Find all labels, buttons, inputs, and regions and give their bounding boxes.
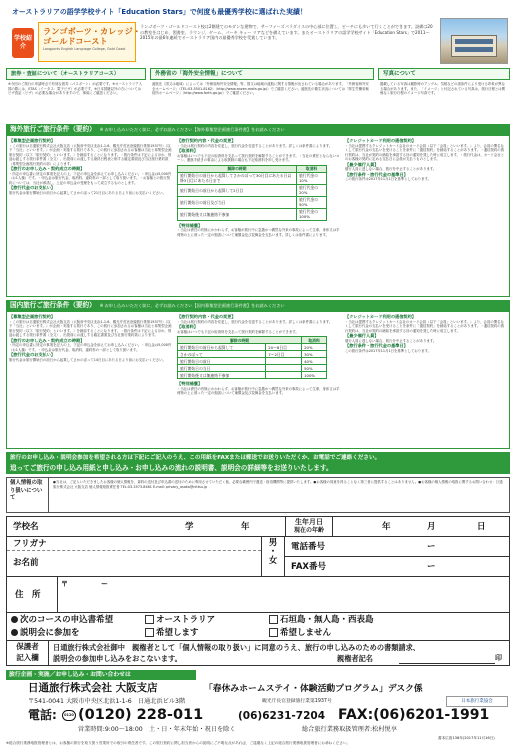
fee-cell: 旅行開始日の前日及び当日: [178, 196, 297, 208]
overseas-c1-h0: 【募集型企画旅行契約】: [9, 138, 56, 143]
table-row: [178, 372, 327, 379]
overseas-header: [6, 124, 510, 135]
domestic-fee-th-fee: 取消料: [302, 337, 327, 344]
domestic-col3: [345, 314, 507, 446]
overseas-c2-t0: ・当社は旅行契約の内容を変更し、旅行代金を変更することがあります。詳しくは条件書によります。: [177, 143, 333, 148]
domestic-c1-t1: ・所定の申込書に所定の事項を記入の上、下記の申込金を添えてお申し込みください。・申込金は5,000円（お1人様）です。・申込金は旅行代金、取消料、違約料の一部として取り扱います。: [9, 343, 172, 352]
school-name-en: Langports English Language College, Gold Coast: [43, 47, 126, 51]
course-label: 次のコースの申込書希望: [20, 615, 114, 625]
guardian-label1: 保護者: [16, 642, 39, 651]
dob-day: 日: [477, 522, 486, 532]
fee-cell: 旅行代金の100%: [297, 208, 327, 220]
course-opt2-label: 石垣島・無人島・西表島: [280, 615, 374, 625]
form-row-name: [7, 537, 509, 577]
fax-sep: ー: [427, 562, 436, 572]
domestic-fee-table: [177, 336, 327, 379]
domestic-c3-t0: ・当社は提携するクレジットカード会社のカード会員（以下「会員」といいます。）より、会員の署名なくして旅行代金の支払いを受けることを条件に「通信契約」を締結することがあります。・通信契約の旅行契約は、当社が契約の締結を承諾する旨の通知を発した時に成立します。: [345, 319, 505, 333]
overseas-conditions: [6, 135, 510, 297]
seminar-opt1-label: 希望します: [156, 628, 199, 638]
fee-cell: さかのぼって: [178, 351, 266, 358]
course-opt-australia[interactable]: [145, 614, 215, 626]
domestic-c3-h0: 【クレジットカード利用の通信契約】: [345, 314, 416, 319]
dob-sub: 現在の年齢: [293, 527, 324, 534]
overseas-c1-t0: ・この旅行は日通旅行株式会社大阪支店（大阪府中央区北浜1-1-6、観光庁長官登録旅行業第1937号）（以下「当社」といいます。）が企画・実施する旅行であり、この旅行に参加されるお客様は当社と募集型企画旅行契約（以下「旅行契約」といいます。）を締結することになります。・旅行条件は下記によるほか、別途お渡しする旅行条件書（全文）、出発前にお渡しする最終日程表と称する確定書面及び当社旅行業約款（募集型企画旅行契約の部）によります。: [9, 143, 172, 166]
checkbox-seminar-no[interactable]: [269, 628, 278, 637]
overseas-c2-h1: 【取消料】: [177, 148, 198, 153]
school-name-line2: ゴールドコースト: [43, 36, 108, 46]
overseas-fee-th-fee: 取消料: [297, 165, 327, 172]
postal-sep: ー: [101, 580, 108, 588]
furigana-input[interactable]: [63, 538, 259, 550]
checkbox-okinawa[interactable]: [269, 615, 278, 624]
domestic-header-title: 国内旅行ご旅行条件（要約）: [10, 301, 96, 309]
footer-tel1[interactable]: (0120) 228-011: [78, 707, 204, 723]
table-row: [178, 196, 327, 208]
notice-line1: 旅行のお申し込み・説明会参加を希望される方は下記にご記入のうえ、この用紙をFAXまたは郵送でお送りいただくか、お電話でご連絡ください。: [10, 455, 381, 461]
footer-program: 「春休みホームステイ・体験活動プログラム」デスク係: [204, 684, 423, 694]
overseas-fee-th-period: 解除の時期: [178, 165, 297, 172]
seminar-opt2-label: 希望しません: [280, 628, 332, 638]
overseas-c2-h0: 【旅行契約内容・代金の変更】: [177, 138, 236, 143]
grade-input[interactable]: [201, 518, 231, 535]
fee-cell: 旅行開始日の前日から起算して: [178, 344, 266, 351]
footer-tel2[interactable]: (06)6231-7204: [238, 710, 326, 722]
seminar-label-row: [11, 627, 80, 639]
gender-female[interactable]: 女: [268, 556, 278, 566]
course-label-row: [11, 614, 113, 626]
dob-month: 月: [427, 522, 436, 532]
info-photo-body: 掲載している写真は撮影時のアングル、気候などの諸条件により受ける印象が異なる場合があります。また、「イメージ」と付記されている写真は、旅行日程とは関係なく旅行行程のイメージ写真です。: [380, 82, 506, 95]
course-opt-okinawa[interactable]: [269, 614, 374, 626]
overseas-c2-t1: お客様はいつでも下記の取消料を支払って旅行契約を解除することができます。・当社の責任とならないローン、運航手続きの事由による取扱除の場合も下記取消料を申し受けます。: [177, 153, 340, 162]
fee-cell: 50%: [302, 365, 327, 372]
overseas-c3-t0: ・当社は提携するクレジットカード会社のカード会員（以下「会員」といいます。）より、会員の署名なくして旅行代金の支払いを受けることを条件に「通信契約」を締結することがあります。・通信契約の旅行契約は、当社が契約の締結を承諾する旨の通知を発した時に成立します。・旅行代金は、カード会社とのお客様の契約に定める支払日に会員が支払うものとします。: [345, 143, 505, 161]
phone-input[interactable]: [337, 538, 507, 555]
overseas-header-title: 海外旅行ご旅行条件（要約）: [10, 125, 96, 133]
school-input[interactable]: [57, 518, 167, 535]
fee-cell: 20%: [302, 344, 327, 351]
free-dial-icon: 0120: [62, 710, 76, 721]
seal-mark: 印: [495, 654, 502, 662]
overseas-c2-t2: ・当社は責任の有無にかかわらず、お客様が旅行中に急激かつ偶然な外来の事故によって生命、身体又は手荷物の上に被った一定の損害について補償金及び見舞金を支払います。詳しくは条件書によります。: [177, 228, 340, 237]
info-safety-title: 外務省の「海外安全情報」について: [150, 68, 374, 80]
gender-male[interactable]: 男: [268, 538, 278, 548]
overseas-col1: [9, 138, 173, 294]
gender-box: [261, 537, 285, 577]
domestic-c3-h1: 【最少催行人員】: [345, 333, 379, 338]
table-row: [178, 351, 327, 358]
application-notice: [6, 452, 510, 474]
domestic-c2-t1: お客様はいつでも下記の取消料を支払って旅行契約を解除することができます。: [177, 329, 299, 334]
domestic-c1-h1: 【旅行のお申し込み・契約成立の時期】: [9, 337, 85, 343]
domestic-conditions: [6, 311, 510, 449]
domestic-c2-h2: 【特別補償】: [177, 381, 203, 386]
seminar-opt-no[interactable]: [269, 627, 331, 639]
fee-cell: [266, 372, 302, 379]
footer-address: 〒541-0041 大阪市中央区北浜1-1-6 日通北浜ビル3階: [28, 698, 186, 705]
postal-mark: 〒: [61, 580, 68, 588]
overseas-fee-table: [177, 165, 327, 221]
domestic-c3-t1: 催行人員に達しない場合、旅行を中止することがあります。: [345, 338, 437, 343]
checkbox-australia[interactable]: [145, 615, 154, 624]
fee-cell: 7〜2日目: [266, 351, 302, 358]
guardian-sign-input[interactable]: [399, 653, 495, 664]
grade-label: 学: [185, 522, 194, 532]
footer-tel-label: 電話:: [28, 708, 57, 722]
fee-cell: 20〜8日目: [266, 344, 302, 351]
furigana-label: フリガナ: [13, 539, 47, 549]
fee-cell: 旅行開始日の当日: [178, 365, 266, 372]
seminar-opt-yes[interactable]: [145, 627, 199, 639]
overseas-c3-h0: 【クレジットカード利用の通信契約】: [345, 138, 416, 143]
dob-label: 生年月日: [295, 518, 323, 526]
fee-cell: 旅行代金の50%: [297, 196, 327, 208]
guardian-sign-label: 親権者記名: [337, 654, 373, 663]
fee-cell: 100%: [302, 372, 327, 379]
domestic-c3-t2: この旅行条件は2017年11月1日を基準としております。: [345, 348, 432, 353]
year-label: 年: [241, 522, 250, 532]
overseas-c1-t2: 旅行代金は旅行開始日の前日から起算してさかのぼって21日目にあたる日より前にお支払いください。: [9, 190, 166, 195]
fax-input[interactable]: [337, 558, 507, 575]
overseas-col3: [345, 138, 507, 294]
overseas-col2: [177, 138, 341, 294]
fee-cell: 旅行開始日の前日から起算してさかのぼって30日目にあたる日以降3日目にあたる日まで: [178, 172, 297, 184]
footer-fax: FAX:(06)6201-1991: [338, 707, 490, 723]
table-row: [178, 184, 327, 196]
info-safety: [150, 68, 374, 120]
form-row-guardian: [7, 641, 509, 665]
top-headline: オーストラリアの語学学校サイト「Education Stars」で何度も最優秀学校に選ばれた実績！: [12, 8, 307, 16]
info-passport-title: 旅券・査証について（オーストラリアコース）: [6, 68, 146, 80]
domestic-c2-h0: 【旅行契約内容・代金の変更】: [177, 314, 236, 319]
address-label: 住 所: [15, 590, 41, 600]
info-photo-title: 写真について: [378, 68, 510, 80]
overseas-c2-h2: 【特別補償】: [177, 222, 203, 228]
fee-cell: 旅行開始後又は無連絡不参加: [178, 208, 297, 220]
overseas-c3-h1: 【最少催行人員】: [345, 161, 379, 167]
bullet-icon: [11, 616, 18, 623]
application-form: [6, 516, 510, 666]
table-row: [178, 365, 327, 372]
address-input[interactable]: [61, 589, 505, 611]
phone-label: 電話番号: [291, 542, 326, 552]
footer-hours: 営業時間:9:00〜18:00 土・日・年末年始・祝日を除く: [78, 726, 236, 733]
fee-cell: [266, 358, 302, 365]
overseas-c1-t1: ・所定の申込書に所定の事項を記入の上、下記の申込金を添えてお申し込みください。・申込金は5,000円（お1人様）です。・申込金は旅行代金、取消料、違約料の一部として取り扱います。・お客様との旅行契約については、当社が承諾し、上記の申込金の受理をもって成立するものとします。: [9, 171, 172, 185]
info-photo: [378, 68, 510, 120]
domestic-fee-th-period: 解除の時期: [178, 337, 302, 344]
bullet-icon: [11, 629, 18, 636]
guardian-text2: 説明会の参加申し込みをおこないます。: [53, 654, 182, 663]
school-name-line1: ランゴボーツ・カレッジ・: [43, 26, 141, 36]
info-passport: [6, 68, 146, 120]
school-name-box: [38, 22, 141, 62]
overseas-header-note: ※ お申し込みいただく前に、必ずお読みください【海外募集型企画旅行条件書】をお読みください: [99, 127, 285, 132]
guardian-text1: 日通旅行株式会社御中 親権者として「個人情報の取り扱い」に同意のうえ、旅行の申し込みのための書類請求、: [53, 643, 421, 652]
table-row: [178, 344, 327, 351]
domestic-c1-t0: ・この旅行は日通旅行株式会社大阪支店（大阪府中央区北浜1-1-6、観光庁長官登録旅行業第1937号）（以下「当社」といいます。）が企画・実施する旅行であり、この旅行に参加されるお客様は当社と募集型企画旅行契約（以下「旅行契約」といいます。）を締結することになります。・旅行条件は下記によるほか、別途お渡しする旅行条件書（全文）、出発前にお渡しする確定書面及び当社旅行業約款によります。: [9, 319, 172, 337]
dob-label-box: [285, 517, 333, 537]
school-photo: [440, 18, 508, 64]
jata-badge: 日本旅行業協会: [446, 696, 508, 707]
domestic-col1: [9, 314, 173, 446]
domestic-c1-h2: 【旅行代金のお支払い】: [9, 352, 56, 357]
footer-label: 旅行企画・実施／お申し込み・お問い合わせは: [6, 670, 196, 680]
notice-line2: 追ってご旅行の申し込み用紙と申し込み・お申し込みの流れの説明書、説明会の詳細等をお送りいたします。: [10, 464, 333, 472]
gender-sep: ・: [268, 547, 278, 557]
name-label: お名前: [13, 558, 39, 568]
footer-doc-no: 書本広島136年(2017年11月16日): [438, 736, 495, 740]
fee-cell: 旅行開始後又は無連絡不参加: [178, 372, 266, 379]
fee-cell: 旅行代金の20%: [297, 184, 327, 196]
domestic-header-note: ※ お申し込みいただく前に、必ずお読みください【国内募集型企画旅行条件書】をお読みください: [99, 303, 285, 308]
domestic-c2-h1: 【取消料】: [177, 324, 198, 329]
footer: [6, 670, 510, 752]
form-row-school: [7, 517, 509, 537]
guardian-label2: 記入欄: [16, 653, 39, 662]
school-badge: 学校紹介: [12, 28, 34, 58]
overseas-c1-h1: 【旅行のお申し込み・契約成立の時期】: [9, 166, 85, 171]
footer-license: 観光庁長官登録旅行業第1937号: [262, 699, 332, 704]
domestic-col2: [177, 314, 341, 446]
fee-cell: 30%: [302, 351, 327, 358]
domestic-c1-t2: 旅行代金は旅行開始日の前日から起算してさかのぼって14日目にあたる日より前にお支払いください。: [9, 357, 166, 362]
table-row: [178, 208, 327, 220]
fee-cell: 旅行代金の10%: [297, 172, 327, 184]
fee-cell: 40%: [302, 358, 327, 365]
fee-cell: [266, 365, 302, 372]
form-row-address: [7, 577, 509, 613]
table-row: [178, 172, 327, 184]
domestic-c2-t2: ・当社は責任の有無にかかわらず、お客様が旅行中に急激かつ偶然な外来の事故によって生命、身体又は手荷物の上に被った一定の損害について補償金及び見舞金を支払います。: [177, 386, 340, 395]
school-label: 学校名: [13, 522, 39, 532]
footer-company: 日通旅行株式会社 大阪支店: [28, 682, 158, 694]
school-intro: ランゴボーツ・ゴールドコースト校は2階建てのモダンな建物で、サーファーズパラダイスの中心部に位置し、ビーチにも歩いて行くことができます。設備は20の教室をはじめ、図書室、ラウンジ、ゲーム、パーキ キュー リアなどを備えています。またオーストラリアの語学学校サイト「Education Stars」で2011〜2015年の最6年連続でオーストラリア国内の最優秀学校を受賞しています。: [140, 24, 433, 41]
footer-manager: 総合旅行業務取扱管理者:松村悦享: [302, 726, 397, 733]
course-opt1-label: オーストラリア: [156, 615, 216, 625]
dob-year: 年: [382, 522, 391, 532]
checkbox-seminar-yes[interactable]: [145, 628, 154, 637]
domestic-c3-h2: 【旅行条件・旅行代金の基準日】: [345, 343, 408, 348]
seminar-label: 説明会に参加を: [20, 628, 80, 638]
fee-cell: 旅行開始日の前日から起算して2日目: [178, 184, 297, 196]
info-safety-body: 渡航先（国又は地域）によっては「外務省海外安全情報」等、国又は地域の渡航に関する情報が出されている場合があります。「外務省海外安全ホームページ」（TEL:03-5501-8162）（http://www.anzen.mofa.go.jp/）でご確認ください。渡航先の衛生状況については「厚生労働省検疫所ホームページ」（http://www.forth.go.jp/）でご確認ください。: [152, 82, 369, 95]
form-row-options: [7, 613, 509, 641]
overseas-c1-h2: 【旅行代金のお支払い】: [9, 185, 56, 190]
privacy-text: ●当社は、ご記入いただきましたお客様の個人情報を、資料の送付及び申込書の送付のために利用させていただく他、必要な範囲内で運送・宿泊機関等に提供いたします。●お客様の同意を得ることなく第三者に提供することはありません。●お客様の個人情報の取扱に関するお問い合わせ：日通旅行株式会社 大阪支店 個人情報取扱責任者 TEL:03-3573-8461 E-mail: privacy_osaka@nittsu.jp: [53, 480, 503, 489]
phone-sep: ー: [427, 542, 436, 552]
privacy-label: 個人情報の取り扱いについて: [7, 478, 49, 512]
fax-label: FAX番号: [291, 562, 326, 572]
fee-cell: 旅行開始日の前日: [178, 358, 266, 365]
domestic-c2-t0: ・当社は旅行契約の内容を変更し、旅行代金を変更することがあります。詳しくは条件書によります。: [177, 319, 333, 324]
overseas-c3-h2: 【旅行条件・旅行代金の基準日】: [345, 171, 408, 177]
name-input[interactable]: [63, 553, 259, 575]
domestic-c1-h0: 【募集型企画旅行契約】: [9, 314, 56, 319]
overseas-c3-t1: 催行人員に達しない場合、旅行を中止することがあります。: [345, 167, 437, 171]
footer-disclaimer: ※総合旅行業務取扱管理者とは、お客様の旅行を取り扱う営業所での取引の責任者です。この旅行契約に関し担当者からの説明にご不明な点があれば、ご遠慮なく上記の総合旅行業務取扱管理者にお尋ねください。: [6, 741, 351, 745]
domestic-header: [6, 300, 510, 311]
overseas-c3-t2: この旅行条件は2017年11月1日を基準としております。: [345, 177, 432, 181]
info-passport-body: ※今回のご旅行の申請時点で有効な旅券（パスポート）が必要です。※オーストラリア入国の際には、ETAS（イータス：電子ビザ）が必要です。※日本国籍以外の方についてはビザ査証（ビザ）の必要な場合がありますので、事前にご確認ください。: [8, 82, 143, 95]
privacy-section: [6, 477, 510, 513]
table-row: [178, 358, 327, 365]
